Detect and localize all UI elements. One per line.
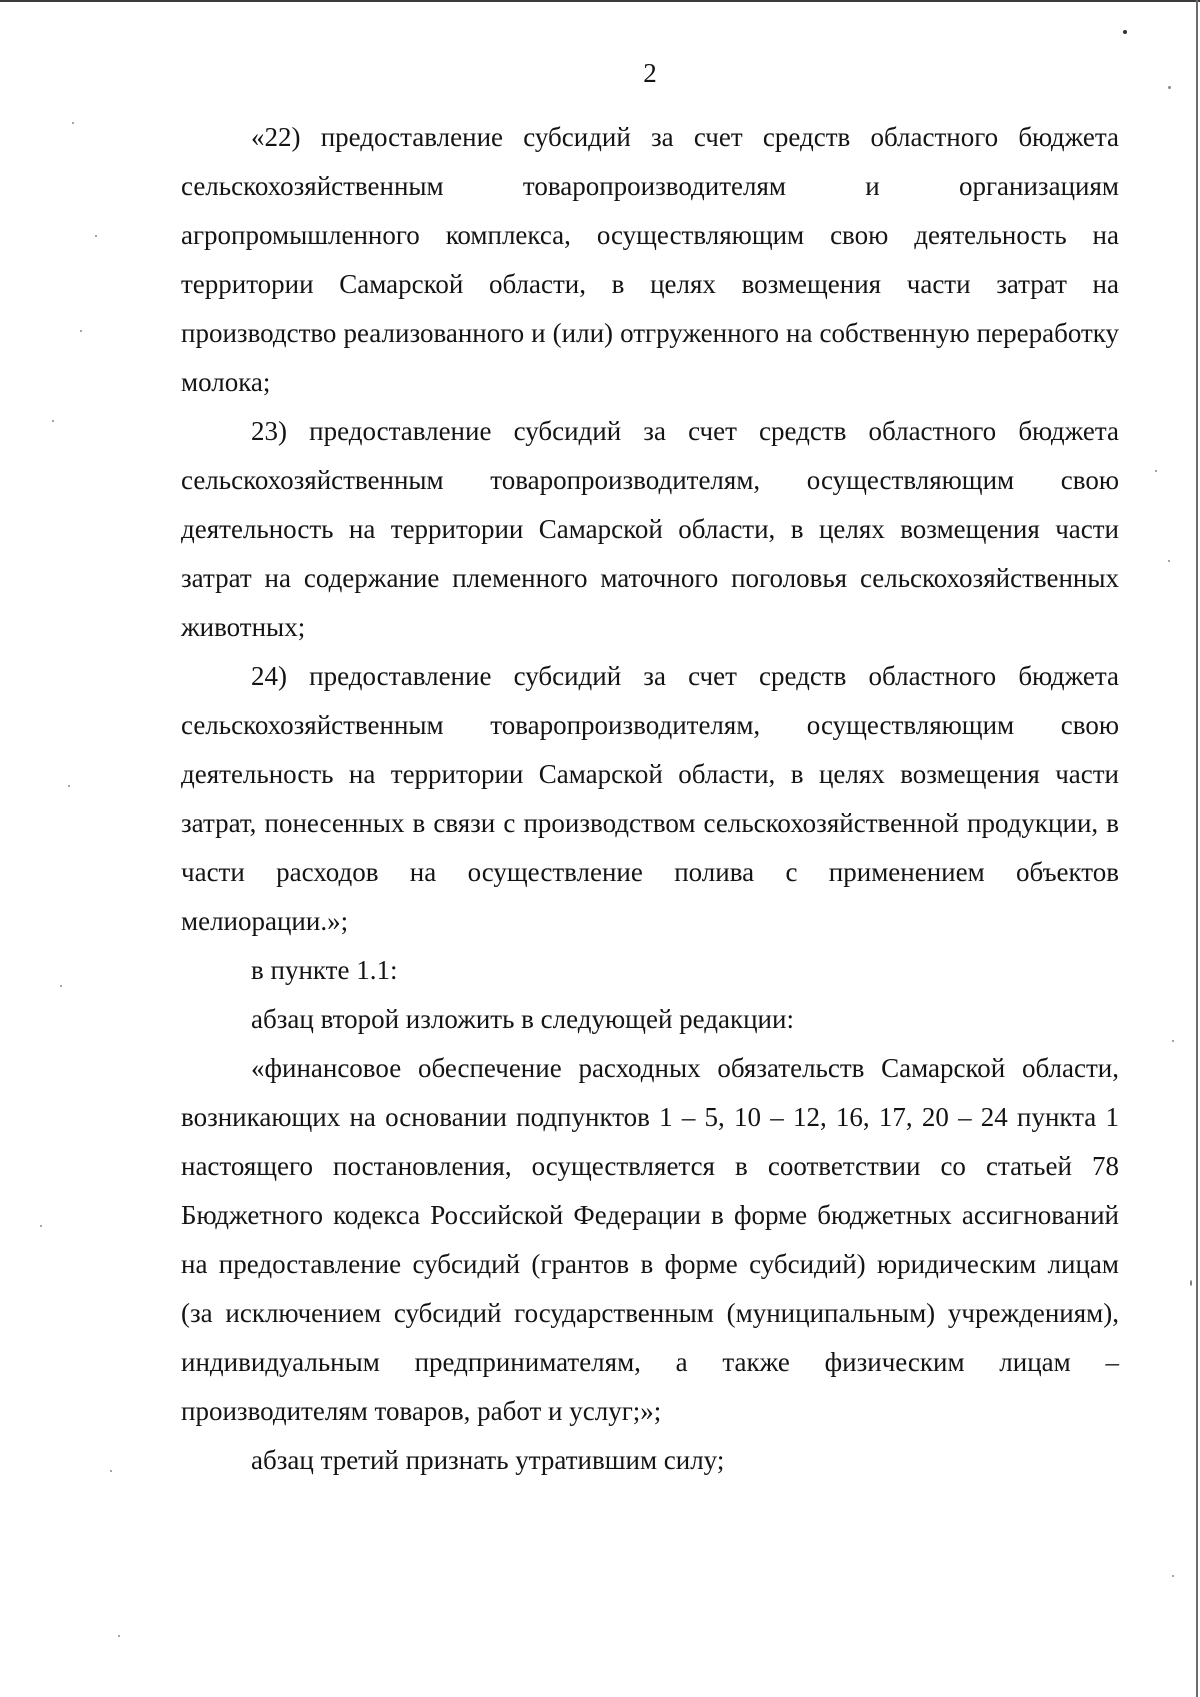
scan-speck bbox=[80, 330, 82, 332]
scan-speck bbox=[1168, 86, 1171, 89]
paragraph-item-23: 23) предоставление субсидий за счет средств областного бюджета сельскохозяйственным товаропроизводителям, осуществляющим свою деятельность на территории Самарской области, в целях возмещения части затрат на содержание племенного маточного поголовья сельскохозяйственных животных; bbox=[181, 416, 1119, 642]
scan-speck bbox=[1168, 560, 1170, 562]
scan-speck bbox=[1190, 1280, 1192, 1286]
scan-speck bbox=[1172, 1040, 1174, 1042]
scan-speck bbox=[68, 785, 70, 787]
scan-right-edge bbox=[1196, 0, 1198, 1697]
scan-speck bbox=[110, 1470, 112, 1472]
paragraph-financing: «финансовое обеспечение расходных обязательств Самарской области, возникающих на основании подпунктов 1 – 5, 10 – 12, 16, 17, 20 – 24 пункта 1 настоящего постановления, осуществляется в соответствии со статьей 78 Бюджетного кодекса Российской Федерации в форме бюджетных ассигнований на предоставление субсидий (грантов в форме субсидий) юридическим лицам (за исключением субсидий государственным (муниципальным) учреждениям), индивидуальным предпринимателям, а также физическим лицам – производителям товаров, работ и услуг;»; bbox=[181, 1053, 1119, 1426]
scan-speck bbox=[1123, 30, 1127, 34]
paragraph-clause-1-1: в пункте 1.1: bbox=[251, 955, 398, 985]
paragraph-item-24: 24) предоставление субсидий за счет средств областного бюджета сельскохозяйственным товаропроизводителям, осуществляющим свою деятельность на территории Самарской области, в целях возмещения части затрат, понесенных в связи с производством сельскохозяйственной продукции, в части расходов на осуществление полива с применением объектов мелиорации.»; bbox=[181, 661, 1119, 936]
paragraph-item-22: «22) предоставление субсидий за счет средств областного бюджета сельскохозяйственным товаропроизводителям и организациям агропромышленного комплекса, осуществляющим свою деятельность на территории Самарской области, в целях возмещения части затрат на производство реализованного и (или) отгруженного на собственную переработку молока; bbox=[181, 122, 1119, 397]
scan-top-edge bbox=[0, 0, 1200, 2]
scan-speck bbox=[1172, 1575, 1174, 1577]
paragraph-abzac-2-intro: абзац второй изложить в следующей редакции: bbox=[251, 1004, 794, 1034]
document-body bbox=[181, 113, 1119, 1485]
scan-speck bbox=[40, 1225, 42, 1227]
scan-speck bbox=[1155, 470, 1157, 472]
scan-speck bbox=[72, 122, 74, 124]
scan-speck bbox=[95, 235, 97, 237]
scan-speck bbox=[118, 1635, 120, 1637]
scan-speck bbox=[52, 420, 54, 422]
paragraph-abzac-3: абзац третий признать утратившим силу; bbox=[251, 1445, 725, 1475]
page-number: 2 bbox=[643, 58, 657, 88]
scan-speck bbox=[60, 985, 62, 987]
